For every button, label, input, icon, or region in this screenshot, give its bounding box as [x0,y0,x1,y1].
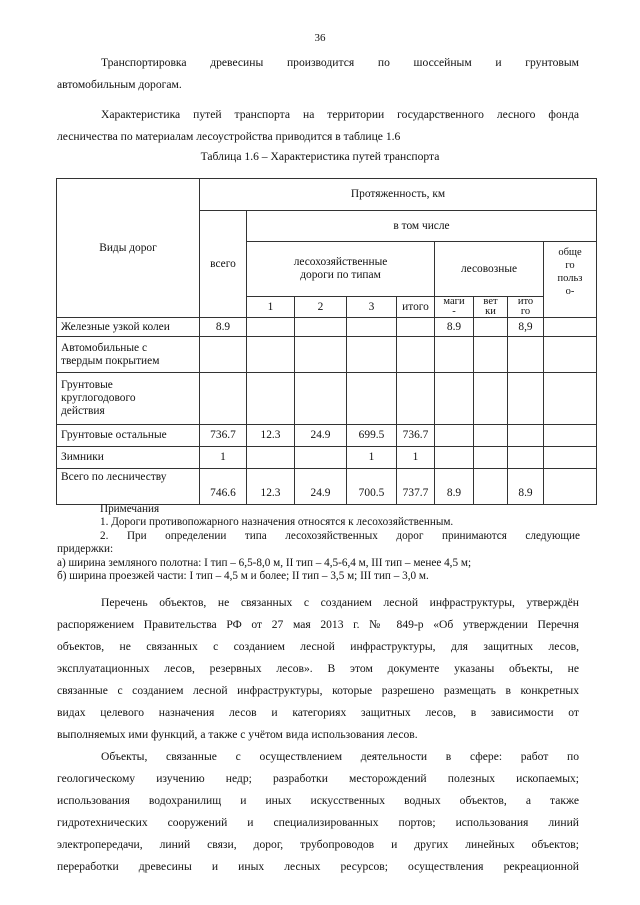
cell-public [544,469,597,505]
header-line: го [520,306,531,317]
cell-type2 [295,337,347,373]
text-line: эксплуатационных лесов, резервных лесов». В этом документе указаны объекты, не [57,662,579,675]
cell-ito: 8,9 [508,318,544,337]
cell-type1: 12.3 [247,425,295,447]
cell-type3: 1 [347,447,397,469]
header-line: маги [443,296,465,307]
cell-total: 746.6 [200,469,247,505]
text-line: Перечень объектов, не связанных с созданием лесной инфраструктуры, утверждён [101,596,579,609]
cell-magi [435,337,474,373]
text-line: гидротехнических сооружений и специализированных портов; использования линий [57,816,579,829]
table-row [57,318,597,337]
note-1: 1. Дороги противопожарного назначения относятся к лесохозяйственным. [100,516,454,529]
cell-type2 [295,373,347,425]
row-name-line: твердым покрытием [61,354,160,367]
header-line: ито [517,296,534,307]
cell-magi [435,373,474,425]
cell-vet [474,337,508,373]
header-length: Протяженность, км [200,179,597,211]
cell-type2 [295,318,347,337]
cell-ito [508,447,544,469]
header-line: обще [558,247,582,258]
row-name-line: действия [61,405,105,417]
cell-vet [474,318,508,337]
body-paragraph-2 [57,746,579,878]
cell-itogo: 1 [397,447,435,469]
cell-itogo [397,318,435,337]
cell-type3 [347,373,397,425]
cell-type3: 699.5 [347,425,397,447]
header-line: вет [483,296,498,307]
text-line: электропередачи, линий связи, дорог, трубопроводов и других линейных объектов; [57,838,579,851]
header-magi [435,297,474,318]
table-caption: Таблица 1.6 – Характеристика путей транспорта [200,150,440,163]
cell-ito [508,373,544,425]
cell-total: 1 [200,447,247,469]
text-line: Объекты, связанные с осуществлением деятельности в сфере: работ по [101,750,579,763]
row-name-line: Грунтовые [61,379,113,391]
header-line: дороги по типам [300,269,381,281]
text-line: лесничества по материалам лесоустройства приводится в таблице 1.6 [57,130,401,143]
header-line: лесохозяйственные [293,256,388,268]
header-col-1: 1 [247,297,295,318]
header-col-3: 3 [347,297,397,318]
cell-type1 [247,318,295,337]
cell-type3 [347,318,397,337]
cell-type2: 24.9 [295,425,347,447]
note-2b: б) ширина проезжей части: I тип – 4,5 м и более; II тип – 3,5 м; III тип – 3,0 м. [57,569,429,582]
text-line: автомобильным дорогам. [57,78,182,91]
cell-itogo: 737.7 [397,469,435,505]
cell-type3: 700.5 [347,469,397,505]
row-name: Железные узкой колеи [57,318,200,337]
cell-total [200,373,247,425]
text-line: использования водохранилищ и иных искусственных водных объектов, а также [57,794,579,807]
text-line: распоряжением Правительства РФ от 27 мая 2013 г. № 849-р «Об утверждении Перечня [57,618,579,631]
note-2a: а) ширина земляного полотна: I тип – 6,5-8,0 м, II тип – 4,5-6,4 м, III тип – менее 4,5 м; [57,556,472,569]
table-row [57,337,597,373]
cell-type1 [247,447,295,469]
notes-title: Примечания [100,503,160,515]
cell-type2 [295,447,347,469]
header-col-2: 2 [295,297,347,318]
cell-public [544,318,597,337]
row-name: Грунтовые остальные [57,425,200,447]
cell-vet [474,447,508,469]
table-row [57,425,597,447]
cell-type1 [247,337,295,373]
text-line: переработки древесины и иных лесных ресурсов; осуществления рекреационной [57,860,579,873]
table-row [57,447,597,469]
text-line: связанные с созданием лесной инфраструктуры, которые разрешено размещать в конкретных [57,684,579,697]
header-line: го [565,260,575,271]
cell-type1 [247,373,295,425]
row-name: Всего по лесничеству [57,469,200,505]
row-name-line: Автомобильные с [61,341,148,354]
header-including: в том числе [247,211,597,242]
header-timber: лесовозные [435,242,544,297]
cell-itogo [397,337,435,373]
cell-magi [435,447,474,469]
table-row [57,469,597,505]
cell-total: 8.9 [200,318,247,337]
text-line: видах целевого назначения лесов и категориях защитных лесов, в зависимости от [57,706,579,719]
header-line: польз [557,273,583,284]
cell-vet [474,425,508,447]
cell-magi [435,425,474,447]
cell-public [544,337,597,373]
roads-table [56,178,597,505]
cell-public [544,447,597,469]
header-col-itogo: итого [397,297,435,318]
header-line: ки [485,306,496,317]
header-total: всего [200,211,247,318]
cell-total: 736.7 [200,425,247,447]
row-name [57,337,200,373]
row-name-line: круглогодового [61,392,136,404]
table-notes [57,503,580,583]
header-line: - [452,306,456,317]
cell-type1: 12.3 [247,469,295,505]
header-vet [474,297,508,318]
header-public [544,242,597,318]
header-line: о- [565,286,575,297]
cell-type3 [347,337,397,373]
cell-public [544,425,597,447]
cell-itogo: 736.7 [397,425,435,447]
cell-vet [474,469,508,505]
cell-public [544,373,597,425]
note-2-cont: придержки: [57,543,114,556]
cell-ito [508,337,544,373]
cell-ito [508,425,544,447]
cell-ito: 8.9 [508,469,544,505]
body-paragraph-1 [57,592,579,746]
header-road-types: Виды дорог [57,179,200,318]
cell-type2: 24.9 [295,469,347,505]
cell-total [200,337,247,373]
cell-magi: 8.9 [435,318,474,337]
cell-itogo [397,373,435,425]
row-name [57,373,200,425]
intro-paragraph-2 [57,104,579,148]
cell-vet [474,373,508,425]
page-number: 36 [314,32,326,44]
text-line: геологическому изучению недр; разработки месторождений полезных ископаемых; [57,772,579,785]
text-line: выполняемых ими функций, а также с учётом вида использования лесов. [57,728,418,741]
text-line: Транспортировка древесины производится по шоссейным и грунтовым [101,56,579,69]
text-line: Характеристика путей транспорта на территории государственного лесного фонда [101,108,579,121]
header-forest-management [247,242,435,297]
intro-paragraph-1 [57,52,579,96]
text-line: объектов, не связанных с созданием лесной инфраструктуры, для защитных лесов, [57,640,579,653]
table-row [57,373,597,425]
cell-magi: 8.9 [435,469,474,505]
note-2: 2. При определении типа лесохозяйственных дорог принимаются следующие [100,529,580,542]
row-name: Зимники [57,447,200,469]
header-ito [508,297,544,318]
